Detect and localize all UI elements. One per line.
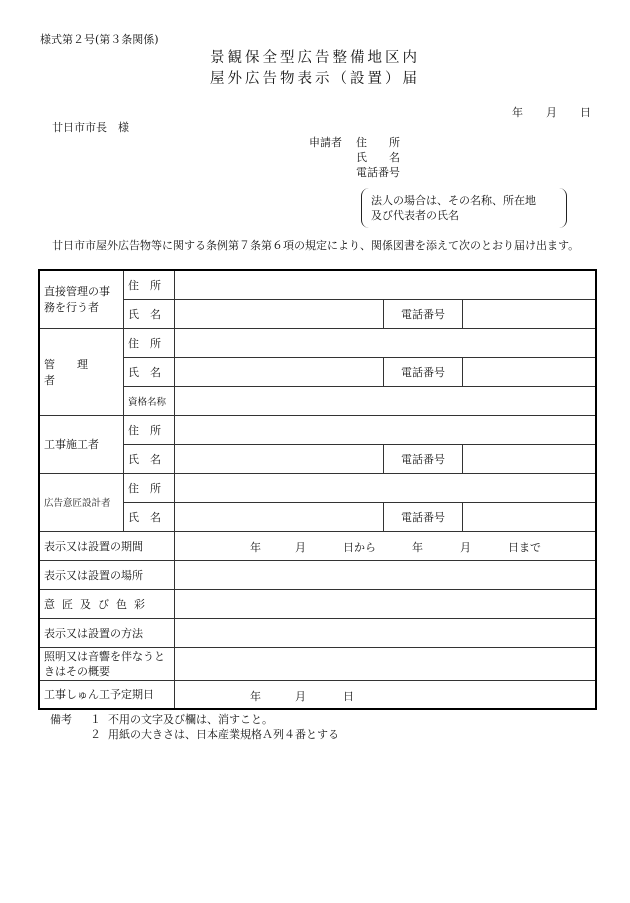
manager-name-label: 氏 名 [124,357,175,386]
contractor-name-field[interactable] [175,444,384,473]
location-field[interactable] [175,560,597,589]
form-number: 様式第２号(第３条関係) [40,33,159,46]
period-day-1: 日から [343,540,376,554]
applicant-name-label: 氏 名 [356,151,400,164]
direct-manager-phone-label: 電話番号 [384,299,463,328]
period-year-2: 年 [412,540,423,554]
lighting-sound-field[interactable] [175,647,597,680]
manager-phone-label: 電話番号 [384,357,463,386]
designer-address-label: 住 所 [124,473,175,502]
method-label: 表示又は設置の方法 [39,618,175,647]
period-field[interactable] [175,531,597,560]
note-2-text: 用紙の大きさは、日本産業規格Ａ列４番とする [108,728,339,741]
designer-label: 広告意匠設計者 [39,473,124,531]
manager-qualification-field[interactable] [175,386,597,415]
corporate-note-line-1: 法人の場合は、その名称、所在地 [371,194,536,207]
intro-paragraph: 廿日市市屋外広告物等に関する条例第７条第６項の規定により、関係図書を添えて次のとおり届け出ます。 [52,239,580,252]
period-month-1: 月 [295,540,306,554]
manager-phone-field[interactable] [463,357,597,386]
completion-day: 日 [343,689,354,703]
designer-name-label: 氏 名 [124,502,175,531]
completion-date-label: 工事しゅん工予定期日 [39,680,175,709]
period-label: 表示又は設置の期間 [39,531,175,560]
completion-month: 月 [295,689,306,703]
applicant-label: 申請者 [309,136,342,149]
contractor-phone-label: 電話番号 [384,444,463,473]
date-year: 年 [512,106,523,119]
manager-label: 管 理 者 [39,328,124,415]
notification-form-table [38,269,597,710]
direct-manager-address-field[interactable] [175,270,597,299]
notes-label: 備考 [50,713,72,726]
addressee: 廿日市市長 様 [52,121,129,134]
manager-address-label: 住 所 [124,328,175,357]
direct-manager-address-label: 住 所 [124,270,175,299]
direct-manager-label: 直接管理の事務を行う者 [39,270,124,328]
method-field[interactable] [175,618,597,647]
contractor-address-field[interactable] [175,415,597,444]
contractor-label: 工事施工者 [39,415,124,473]
date-month: 月 [546,106,557,119]
period-year-1: 年 [250,540,261,554]
period-month-2: 月 [460,540,471,554]
note-1-number: １ [90,713,101,726]
period-day-2: 日まで [508,540,541,554]
direct-manager-phone-field[interactable] [463,299,597,328]
location-label: 表示又は設置の場所 [39,560,175,589]
completion-date-field[interactable] [175,680,597,709]
form-title-line-2: 屋外広告物表示（設置）届 [210,71,420,87]
direct-manager-name-label: 氏 名 [124,299,175,328]
design-color-label: 意匠及び色彩 [39,589,175,618]
lighting-sound-label: 照明又は音響を伴なうときはその概要 [39,647,175,680]
designer-name-field[interactable] [175,502,384,531]
contractor-name-label: 氏 名 [124,444,175,473]
manager-address-field[interactable] [175,328,597,357]
designer-phone-field[interactable] [463,502,597,531]
contractor-phone-field[interactable] [463,444,597,473]
note-2-number: ２ [90,728,101,741]
applicant-address-label: 住 所 [356,136,400,149]
manager-name-field[interactable] [175,357,384,386]
note-1-text: 不用の文字及び欄は、消すこと。 [108,713,273,726]
design-color-field[interactable] [175,589,597,618]
corporate-note-line-2: 及び代表者の氏名 [371,209,459,222]
designer-phone-label: 電話番号 [384,502,463,531]
applicant-phone-label: 電話番号 [356,166,400,179]
date-day: 日 [580,106,591,119]
designer-address-field[interactable] [175,473,597,502]
completion-year: 年 [250,689,261,703]
manager-qualification-label: 資格名称 [124,386,175,415]
form-title-line-1: 景観保全型広告整備地区内 [210,50,420,66]
direct-manager-name-field[interactable] [175,299,384,328]
contractor-address-label: 住 所 [124,415,175,444]
